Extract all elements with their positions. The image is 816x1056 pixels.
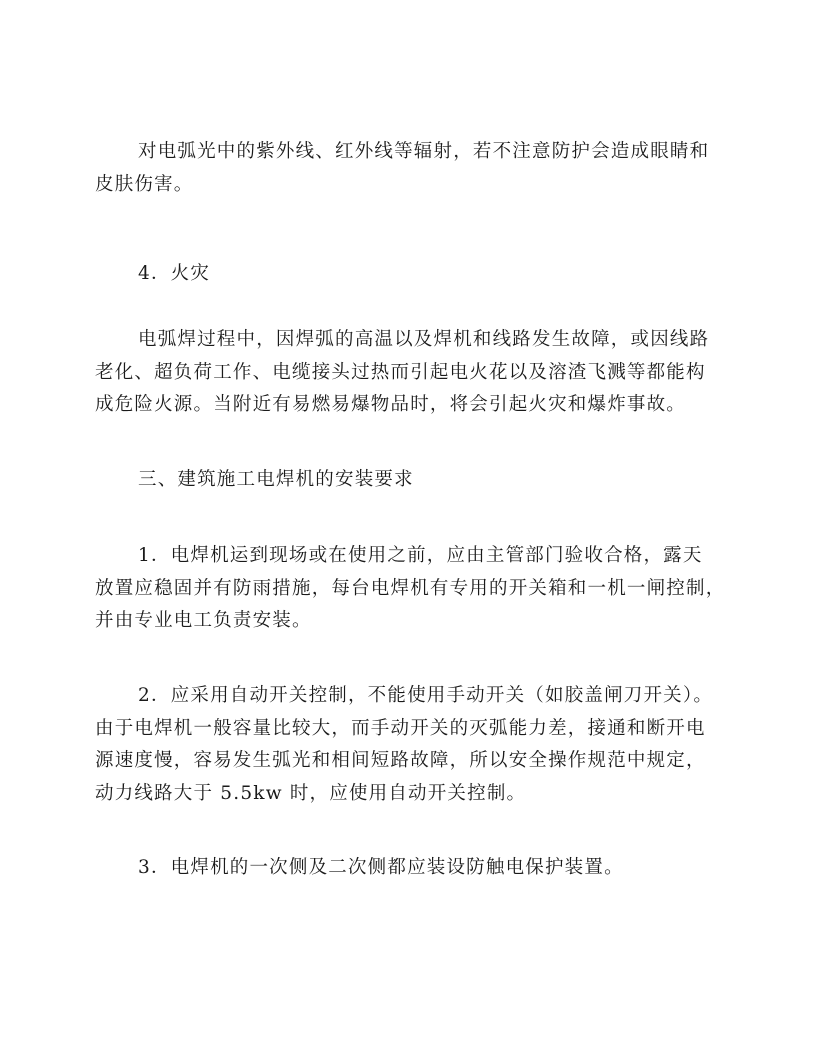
text-line: 1．电焊机运到现场或在使用之前，应由主管部门验收合格，露天 [138, 545, 703, 566]
text-line: 3．电焊机的一次侧及二次侧都应装设防触电保护装置。 [138, 857, 624, 878]
text-line: 放置应稳固并有防雨措施，每台电焊机有专用的开关箱和一机一闸控制， [95, 577, 726, 599]
requirement-2 [95, 680, 727, 810]
text-line: 电弧焊过程中，因焊弧的高温以及焊机和线路发生故障，或因线路 [138, 329, 710, 350]
section-three-heading [95, 464, 727, 497]
section-heading: 三、建筑施工电焊机的安装要求 [138, 469, 414, 490]
fire-paragraph [95, 324, 727, 422]
text-line: 对电弧光中的紫外线、红外线等辐射，若不注意防护会造成眼睛和 [138, 141, 710, 162]
text-line: 老化、超负荷工作、电缆接头过热而引起电火花以及溶渣飞溅等都能构 [95, 361, 706, 383]
text-line: 2．应采用自动开关控制，不能使用手动开关（如胶盖闸刀开关）。 [138, 685, 714, 706]
requirement-1 [95, 540, 727, 638]
section-heading: 4．火灾 [138, 263, 211, 284]
text-line: 皮肤伤害。 [95, 173, 194, 195]
text-line: 源速度慢，容易发生弧光和相间短路故障，所以安全操作规范中规定， [95, 750, 706, 771]
fire-heading [95, 258, 727, 291]
requirement-3 [95, 852, 727, 885]
text-line: 由于电焊机一般容量比较大，而手动开关的灭弧能力差，接通和断开电 [95, 717, 706, 739]
text-line: 动力线路大于 5.5kw 时，应使用自动开关控制。 [95, 782, 527, 804]
text-line: 并由专业电工负责安装。 [95, 610, 312, 631]
radiation-paragraph [95, 136, 727, 201]
text-line: 成危险火源。当附近有易燃易爆物品时，将会引起火灾和爆炸事故。 [95, 394, 687, 415]
